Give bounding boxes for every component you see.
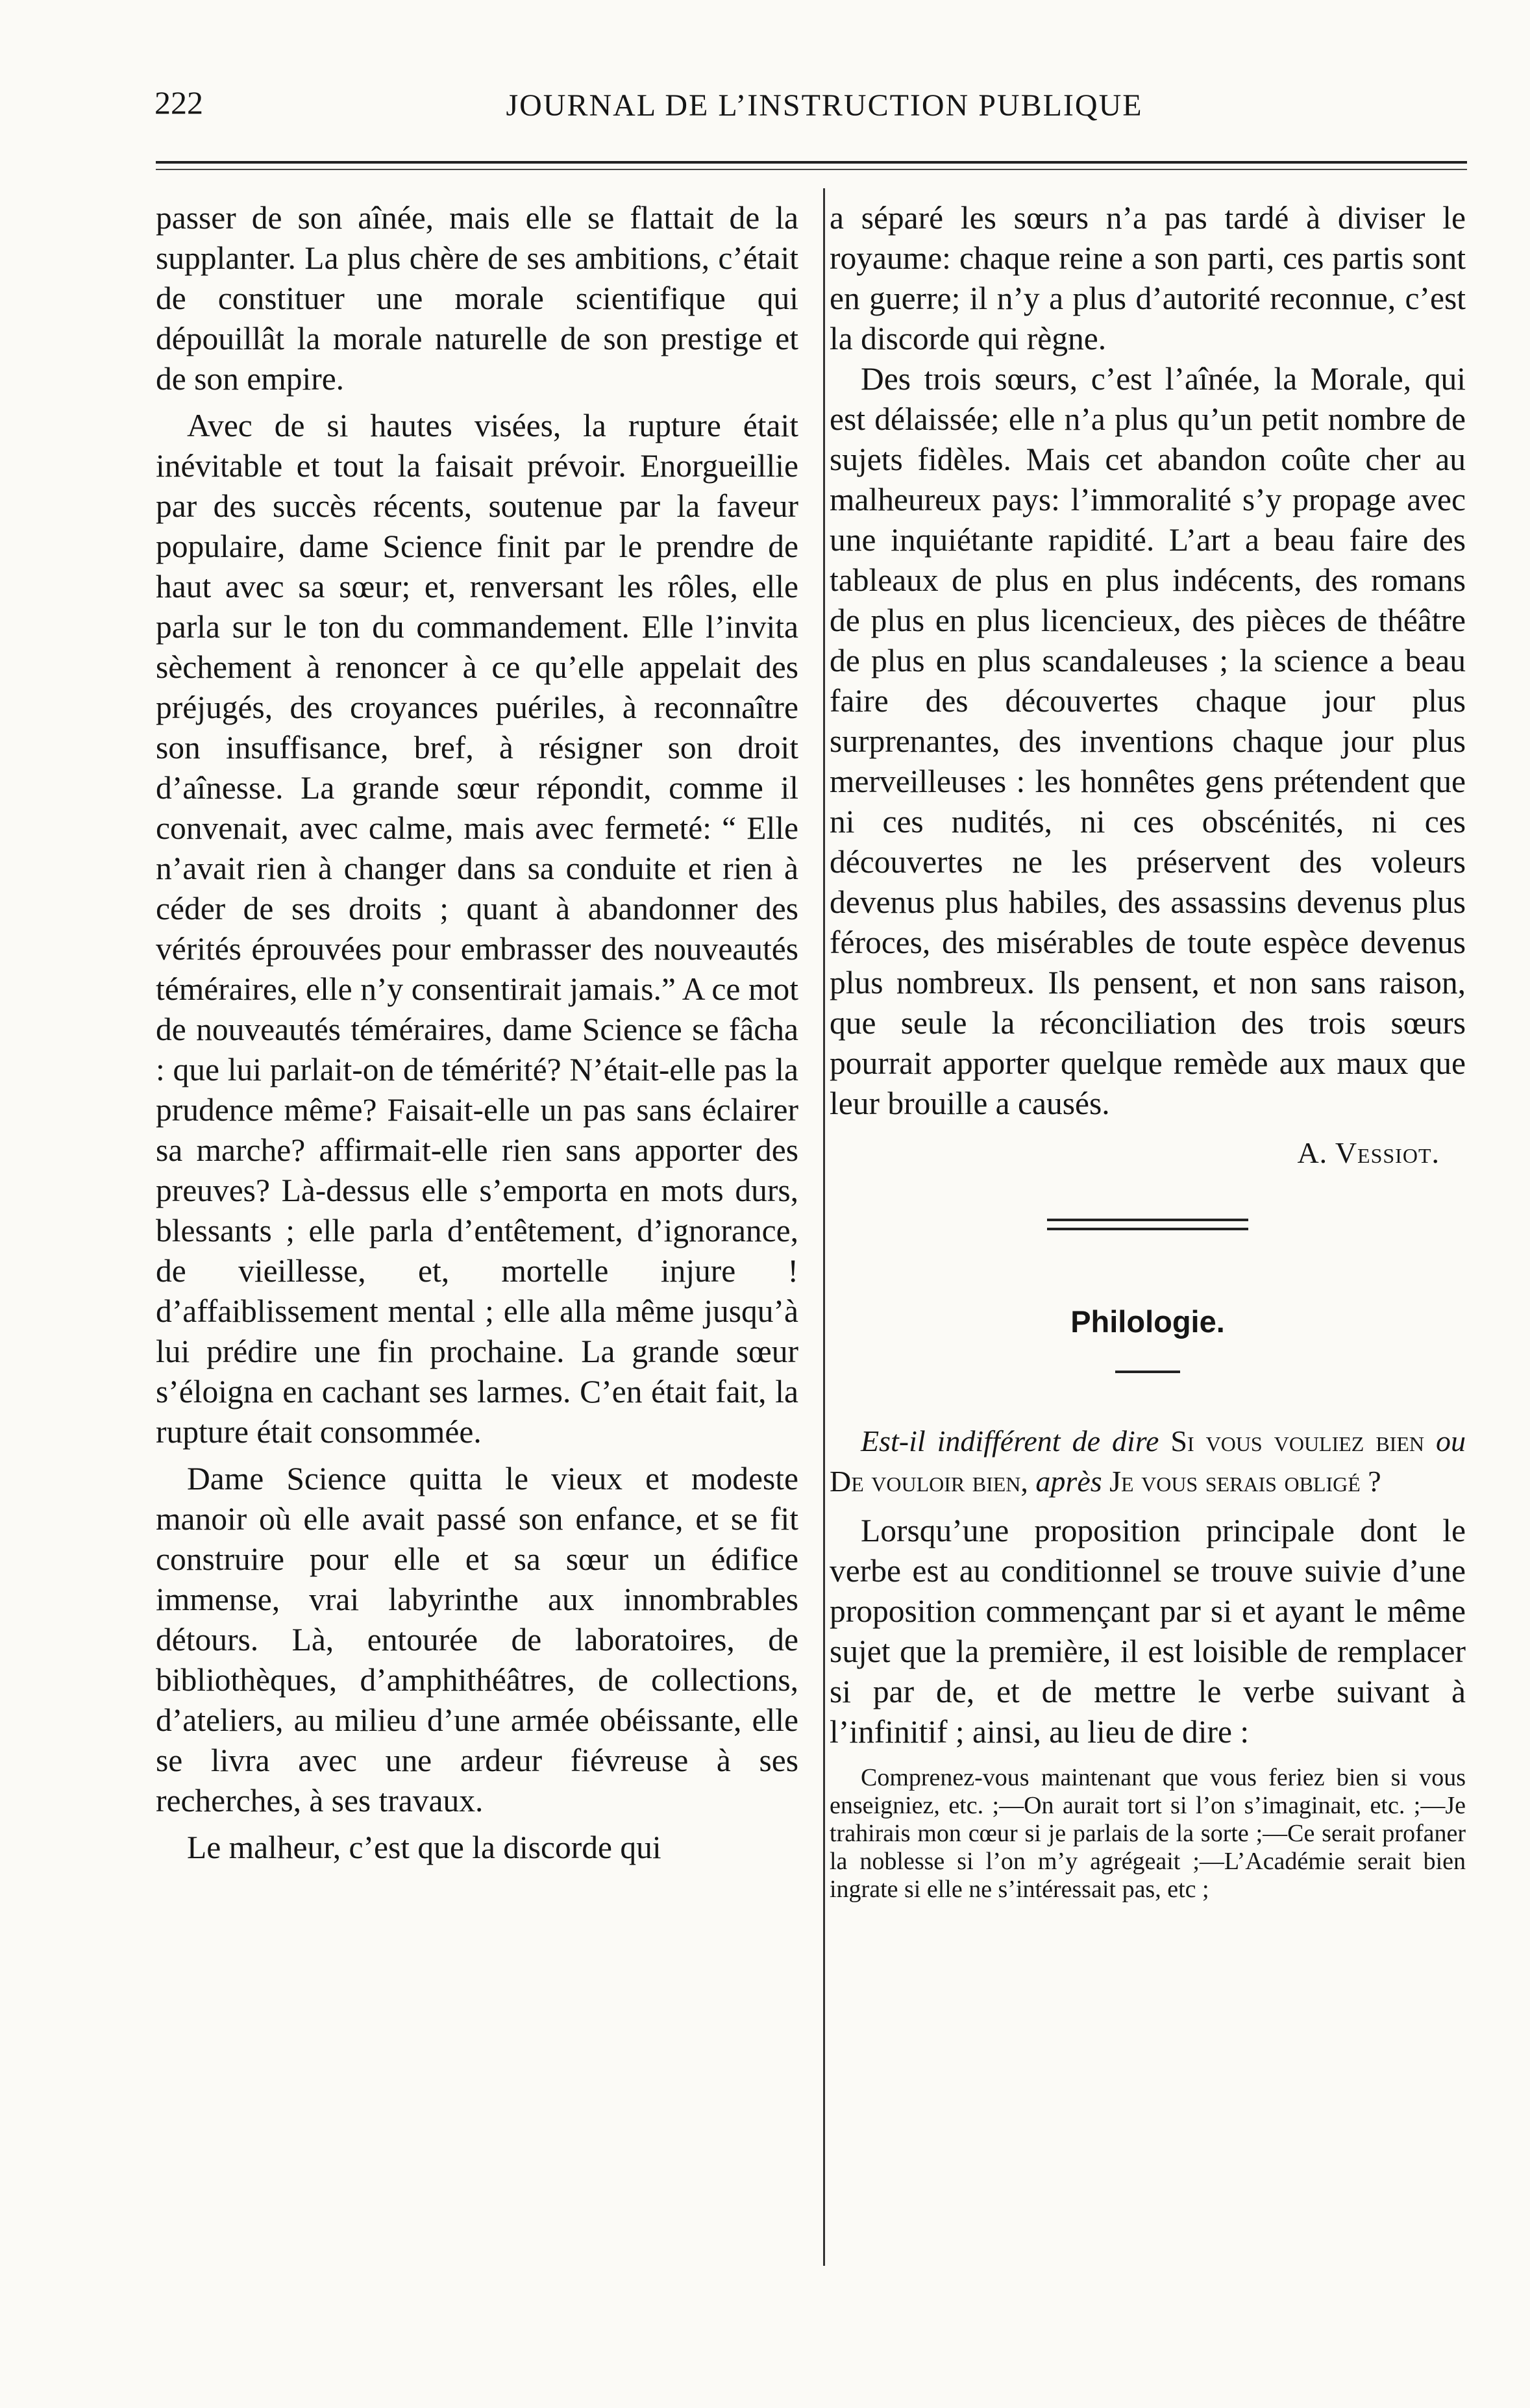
paragraph: Dame Science quitta le vieux et modeste manoir où elle avait passé son enfance, et se fit construire pour elle et sa sœur un édifice immense, vrai labyrinthe aux innombrables détours. Là, entourée de laboratoires, de bibliothèques, d’amphithéâtres, de collections, d’ateliers, au milieu d’une armée obéissante, elle se livra avec une ardeur fiévreuse à ses recherches, à ses travaux. bbox=[156, 1461, 798, 1818]
column-divider bbox=[823, 188, 825, 2266]
right-column bbox=[830, 198, 1466, 1904]
question-text: ou bbox=[1436, 1424, 1466, 1458]
question-phrase: Je vous serais obligé ? bbox=[1109, 1465, 1381, 1498]
paragraph: Des trois sœurs, c’est l’aînée, la Morale, qui est délaissée; elle n’a plus qu’un petit nombre de sujets fidèles. Mais cet abandon coûte cher au malheureux pays: l’immoralité s’y propage avec une inquiétante rapidité. L’art a beau faire des tableaux de plus en plus indécents, des romans de plus en plus licencieux, des pièces de théâtre de plus en plus scandaleuses ; la science a beau faire des découvertes chaque jour plus surprenantes, des inventions chaque jour plus merveilleuses : les honnêtes gens prétendent que ni ces nudités, ni ces obscénités, ni ces découvertes ne les préservent des voleurs devenus plus habiles, des assassins devenus plus féroces, des misérables de toute espèce devenus plus nombreux. Ils pensent, et non sans raison, que seule la réconciliation des trois sœurs pourrait apporter quelque remède aux maux que leur brouille a causés. bbox=[830, 361, 1466, 1121]
question-heading bbox=[830, 1421, 1466, 1502]
examples-block: Comprenez-vous maintenant que vous feriez bien si vous enseigniez, etc. ;—On aurait tort si l’on s’imaginait, etc. ;—Je trahirais mon cœur si je parlais de la sorte ;—Ce serait profaner la noblesse si l’on m’y agrégeait ;—L’Académie serait bien ingrate si elle ne s’intéressait pas, etc ; bbox=[830, 1764, 1466, 1903]
paragraph: passer de son aînée, mais elle se flattait de la supplanter. La plus chère de ses ambitions, c’était de constituer une morale scientifique qui dépouillât la morale naturelle de son prestige et de son empire. bbox=[156, 200, 798, 397]
title-rule bbox=[1115, 1371, 1180, 1373]
header-rule-thin bbox=[156, 169, 1467, 170]
paragraph: Avec de si hautes visées, la rupture était inévitable et tout la faisait prévoir. Enorgueillie par des succès récents, soutenue par la faveur populaire, dame Science finit par le prendre de haut avec sa sœur; et, renversant les rôles, elle parla sur le ton du commandement. Elle l’invita sèchement à renoncer à ce qu’elle appelait des préjugés, des croyances puériles, à reconnaître son insuffisance, bref, à résigner son droit d’aînesse. La grande sœur répondit, comme il convenait, avec calme, mais avec fermeté: “ Elle n’avait rien à changer dans sa conduite et rien à céder de ses droits ; quant à abandonner des vérités éprouvées pour embrasser des nouveautés téméraires, elle n’y consentirait jamais.” A ce mot de nouveautés téméraires, dame Science se fâcha : que lui parlait-on de témérité? N’était-elle pas la prudence même? Faisait-elle un pas sans éclairer sa marche? affirmait-elle rien sans apporter des preuves? Là-dessus elle s’emporta en mots durs, blessants ; elle parla d’entêtement, d’ignorance, de vieillesse, et, mortelle injure ! d’affaiblissement mental ; elle alla même jusqu’à lui prédire une fin prochaine. La grande sœur s’éloigna en cachant ses larmes. C’en était fait, la rupture était consommée. bbox=[156, 408, 798, 1450]
header-rule bbox=[156, 161, 1467, 164]
question-phrase: Si vous vouliez bien bbox=[1170, 1424, 1424, 1458]
running-title: JOURNAL DE L’INSTRUCTION PUBLIQUE bbox=[506, 88, 1143, 123]
page-number: 222 bbox=[154, 84, 203, 121]
left-column bbox=[156, 198, 798, 1868]
paragraph: Lorsqu’une proposition principale dont le verbe est au conditionnel se trouve suivie d’une proposition commençant par si et ayant le même sujet que la première, il est loisible de remplacer si par de, et de mettre le verbe suivant à l’infinitif ; ainsi, au lieu de dire : bbox=[830, 1513, 1466, 1750]
paragraph: Le malheur, c’est que la discorde qui bbox=[187, 1830, 661, 1865]
author-signature: A. Vessiot. bbox=[1297, 1136, 1440, 1169]
question-phrase: De vouloir bien, bbox=[830, 1465, 1028, 1498]
paragraph: a séparé les sœurs n’a pas tardé à diviser le royaume: chaque reine a son parti, ces partis sont en guerre; il n’y a plus d’autorité reconnue, c’est la discorde qui règne. bbox=[830, 200, 1466, 356]
section-title: Philologie. bbox=[1070, 1304, 1225, 1339]
section-separator bbox=[1047, 1219, 1248, 1230]
question-text: après bbox=[1035, 1465, 1102, 1498]
question-text: Est-il indifférent de dire bbox=[861, 1424, 1159, 1458]
